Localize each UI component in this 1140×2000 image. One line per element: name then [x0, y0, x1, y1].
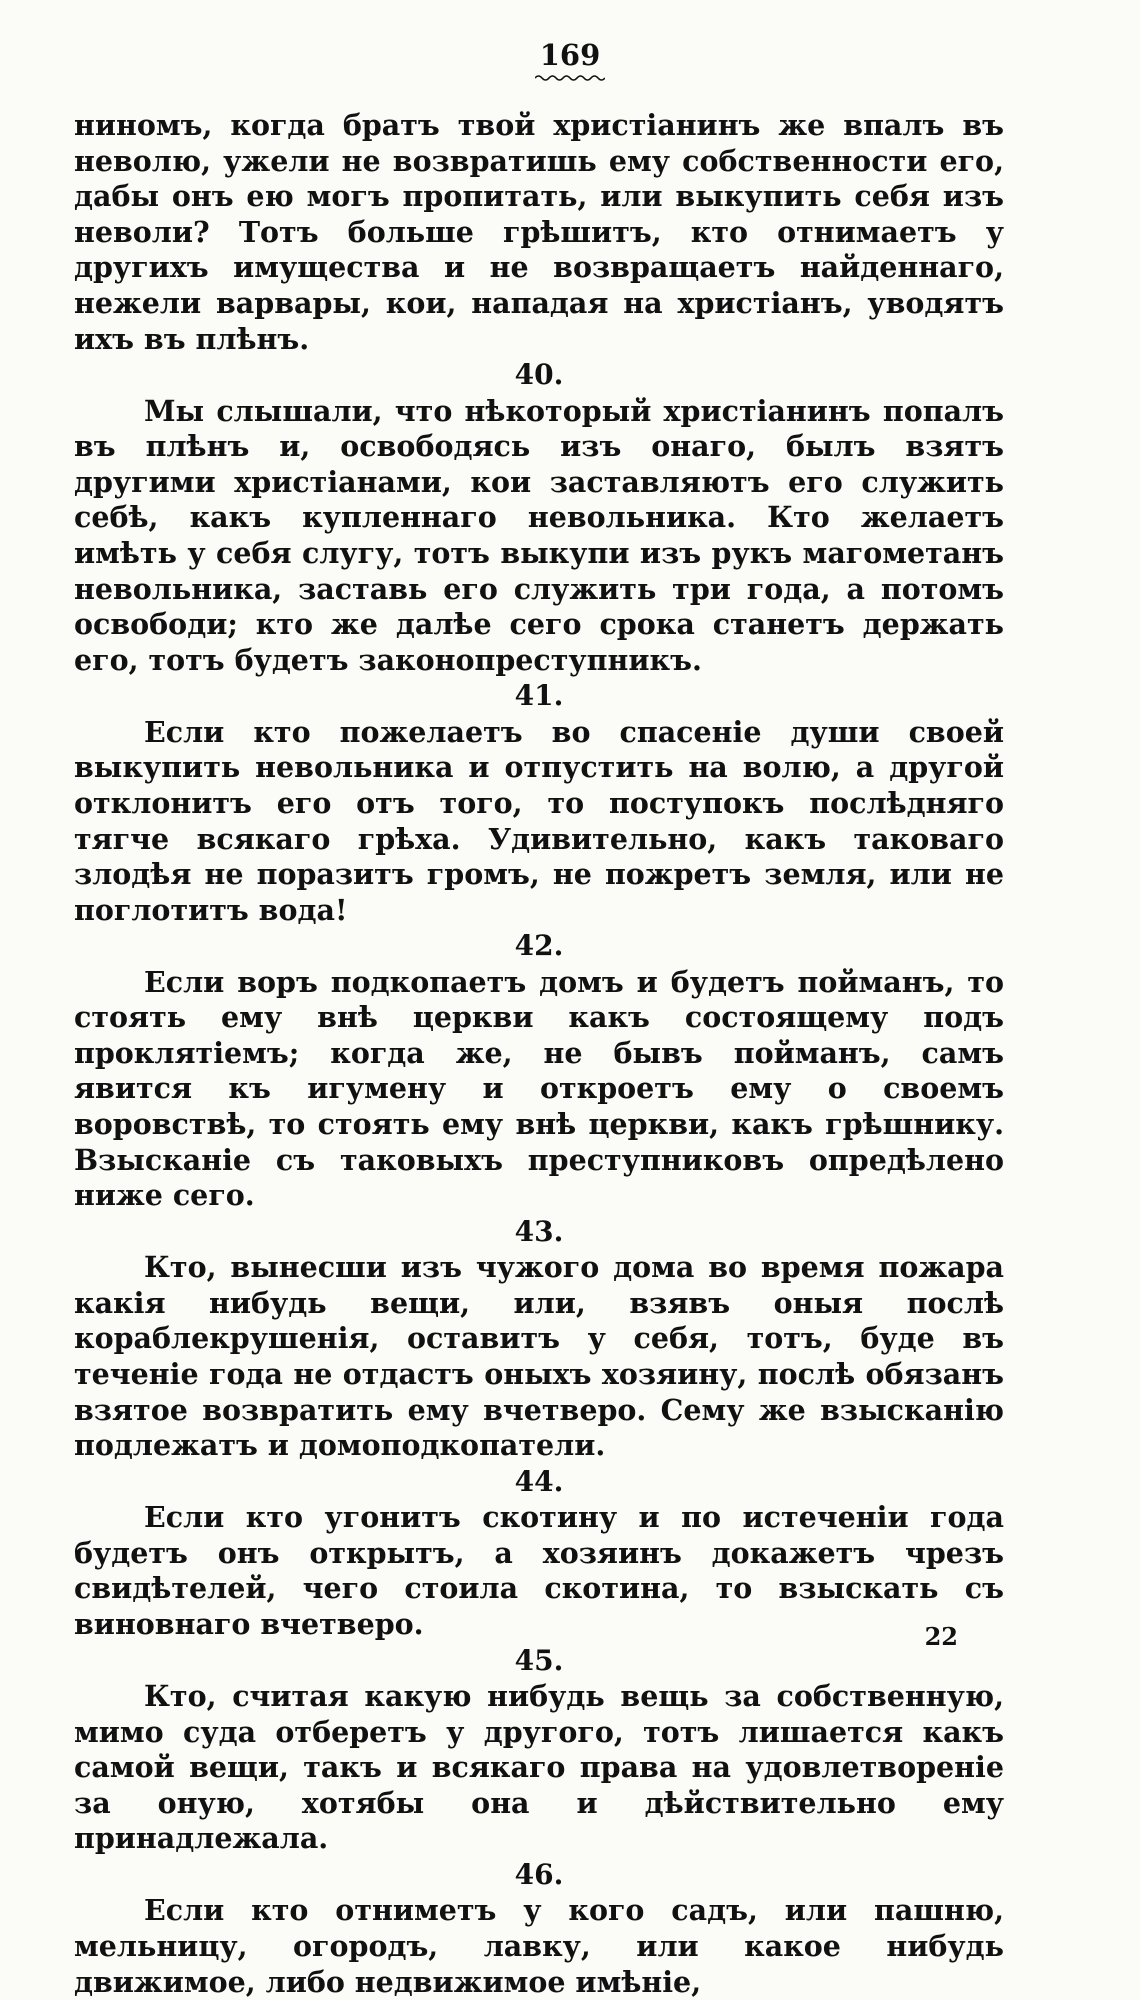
article-text-43: Кто, вынесши изъ чужого дома во время пожара какія нибудь вещи, или, взявъ оныя послѣ кораблекрушенія, оставитъ у себя, тотъ, буде въ теченіе года не отдастъ оныхъ хозяину, послѣ обязанъ взятое возвратить ему вчетверо. Сему же взысканію подлежатъ и домоподкопатели.: [74, 1250, 1004, 1463]
article-text-42: Если воръ подкопаетъ домъ и будетъ пойманъ, то стоять ему внѣ церкви какъ состоящему подъ проклятіемъ; когда же, не бывъ пойманъ, самъ явится къ игумену и откроетъ ему о своемъ воровствѣ, то стоять ему внѣ церкви, какъ грѣшнику. Взысканіе съ таковыхъ преступниковъ опредѣлено ниже сего.: [74, 964, 1004, 1213]
article-text-45: Кто, считая какую нибудь вещь за собственную, мимо суда отберетъ у другого, тотъ лишается какъ самой вещи, такъ и всякаго права на удовлетвореніе за оную, хотябы она и дѣйствительно ему принадлежала.: [74, 1679, 1004, 1856]
article-number-41: 41.: [514, 679, 564, 713]
article-text-40: Мы слышали, что нѣкоторый христіанинъ попалъ въ плѣнъ и, освободясь изъ онаго, былъ взятъ другими христіанами, кои заставляютъ его служить себѣ, какъ купленнаго невольника. Кто желаетъ имѣть у себя слугу, тотъ выкупи изъ рукъ магометанъ невольника, заставь его служить три года, а потомъ освободи; кто же далѣе сего срока станетъ держать его, тотъ будетъ законопреступникъ.: [74, 393, 1004, 677]
article-text-46: Если кто отниметъ у кого садъ, или пашню, мельницу, огородъ, лавку, или какое нибудь движимое, либо недвижимое имѣніе,: [74, 1893, 1004, 1999]
article-text-41: Если кто пожелаетъ во спасеніе души своей выкупить невольника и отпустить на волю, а другой отклонитъ его отъ того, то поступокъ послѣдняго тягче всякаго грѣха. Удивительно, какъ таковаго злодѣя не поразитъ громъ, не пожретъ земля, или не поглотитъ вода!: [74, 714, 1004, 927]
page-number: [0, 38, 1140, 82]
page-number-ornament: [535, 74, 605, 82]
body-text: [74, 108, 1004, 2000]
article-number-45: 45.: [514, 1643, 564, 1677]
article-number-42: 42.: [514, 929, 564, 963]
opening-paragraph: ниномъ, когда братъ твой христіанинъ же впалъ въ неволю, ужели не возвратишь ему собственности его, дабы онъ ею могъ пропитать, или выкупить себя изъ неволи? Тотъ больше грѣшитъ, кто отнимаетъ у другихъ имущества и не возвращаетъ найденнаго, нежели варвары, кои, нападая на христіанъ, уводятъ ихъ въ плѣнъ.: [74, 108, 1004, 356]
signature-mark: 22: [924, 1622, 958, 1651]
article-text-44: Если кто угонитъ скотину и по истеченіи года будетъ онъ открытъ, а хозяинъ докажетъ чрезъ свидѣтелей, чего стоила скотина, то взыскать съ виновнаго вчетверо.: [74, 1500, 1004, 1641]
article-number-44: 44.: [514, 1464, 564, 1498]
article-number-46: 46.: [514, 1857, 564, 1891]
article-number-40: 40.: [514, 358, 564, 392]
article-number-43: 43.: [514, 1214, 564, 1248]
page-number-text: 169: [539, 38, 601, 72]
